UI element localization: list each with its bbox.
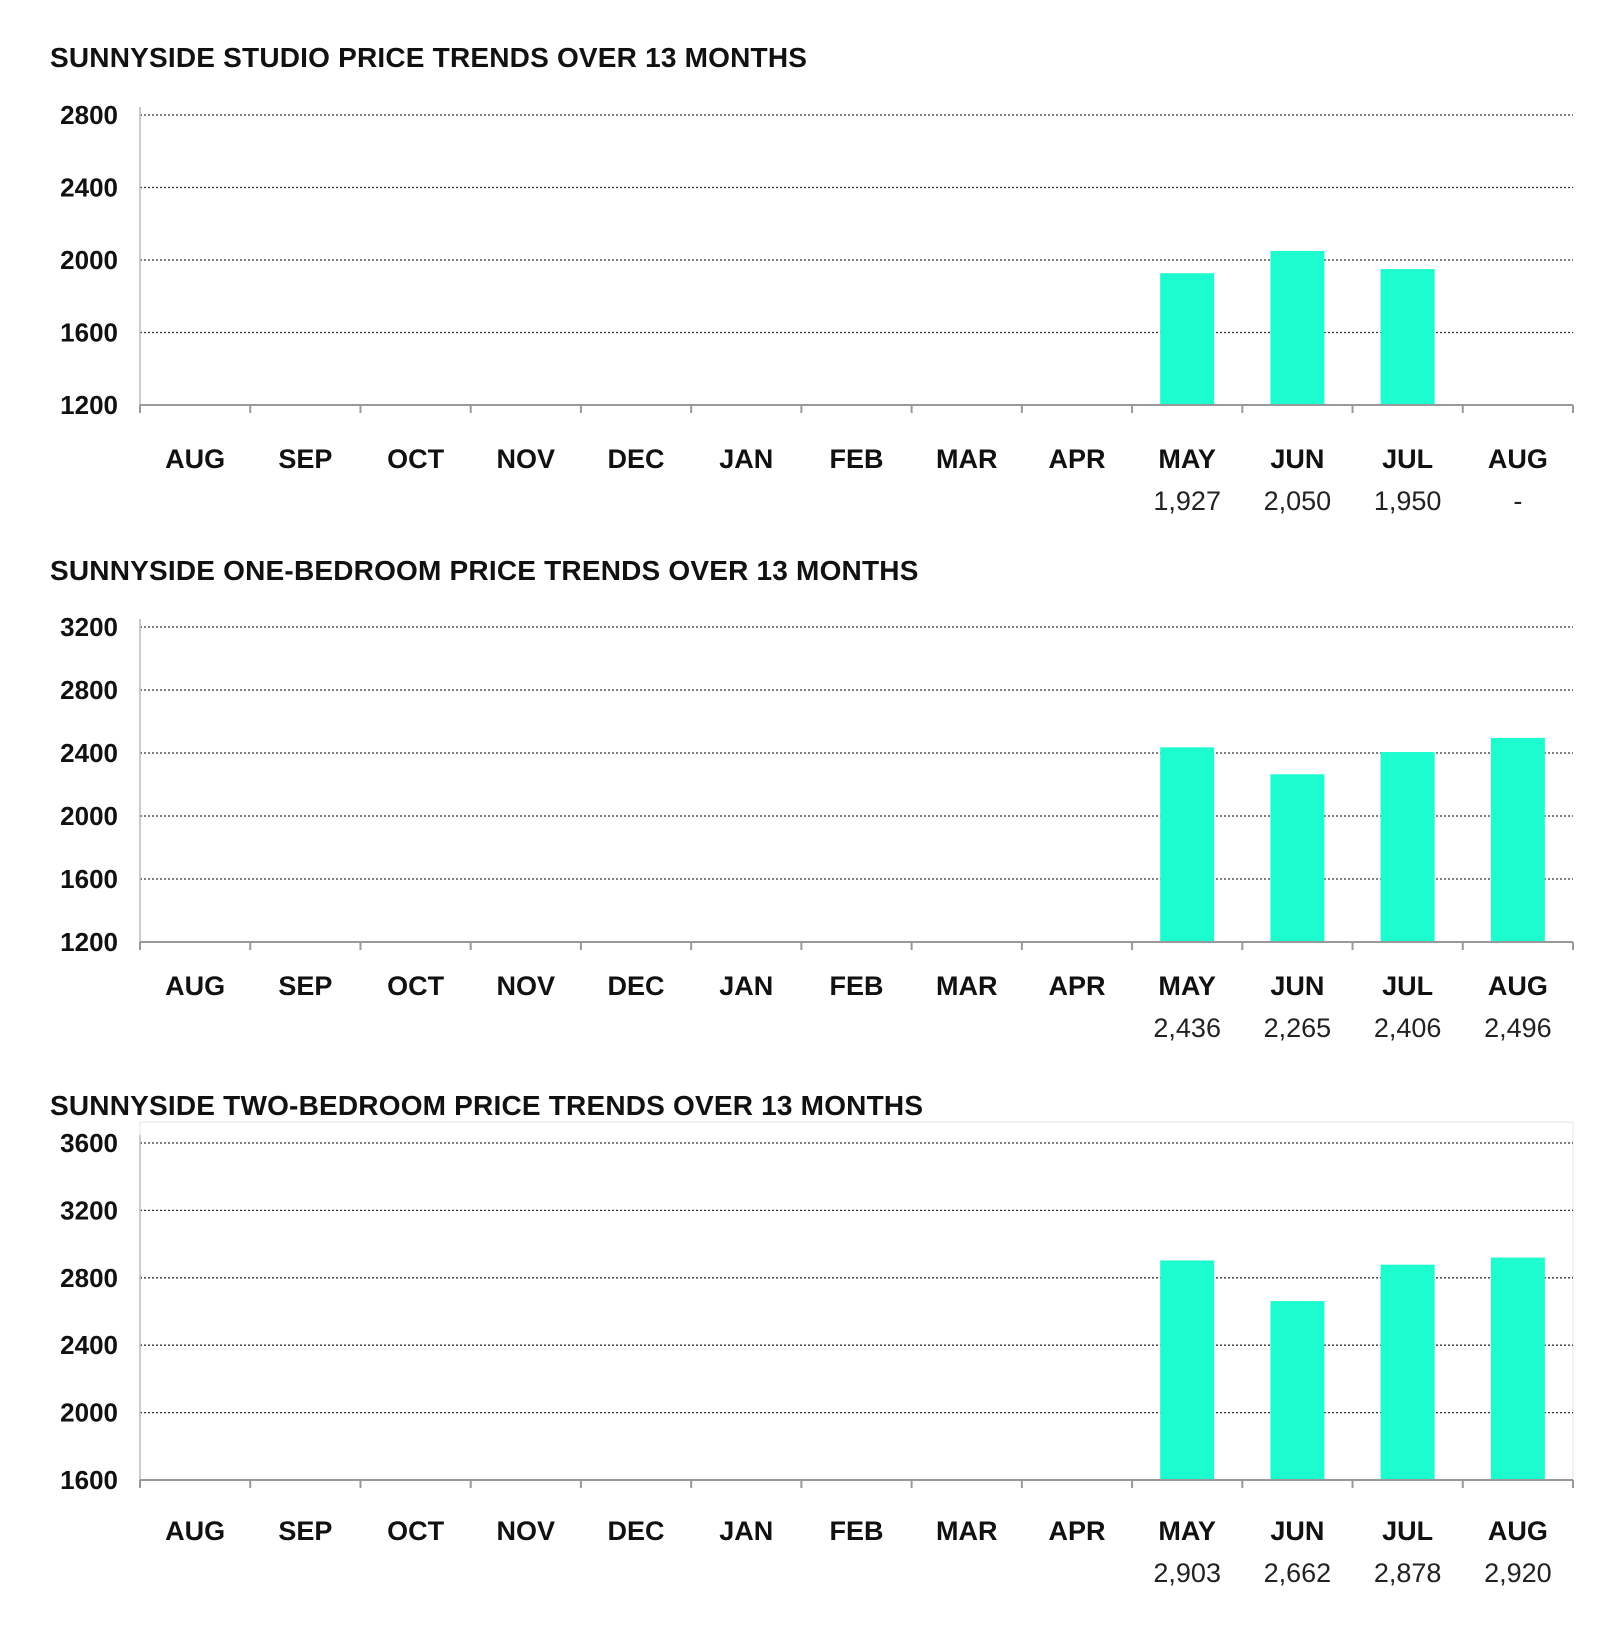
chart-title: SUNNYSIDE TWO-BEDROOM PRICE TRENDS OVER 13 MONTHS <box>50 1090 924 1121</box>
y-tick-label: 1200 <box>60 390 118 420</box>
x-tick-label: AUG <box>165 1516 226 1546</box>
x-tick-label: JUN <box>1270 971 1325 1001</box>
x-tick-label: NOV <box>496 971 556 1001</box>
x-tick-label: JUL <box>1382 444 1434 474</box>
plot-frame <box>140 1122 1573 1480</box>
x-tick-label: DEC <box>607 1516 665 1546</box>
bar <box>1381 752 1435 942</box>
x-tick-label: AUG <box>1487 1516 1548 1546</box>
bar <box>1491 1258 1545 1480</box>
y-tick-label: 2800 <box>60 100 118 130</box>
data-label: 2,903 <box>1153 1558 1221 1588</box>
bar <box>1381 1265 1435 1480</box>
x-tick-label: NOV <box>496 1516 556 1546</box>
x-tick-label: MAY <box>1158 971 1216 1001</box>
data-label: 2,662 <box>1263 1558 1332 1588</box>
y-tick-label: 2000 <box>60 1397 118 1428</box>
x-tick-label: SEP <box>278 971 333 1001</box>
y-tick-label: 2400 <box>60 172 118 203</box>
bar <box>1160 1260 1214 1480</box>
x-tick-label: JUN <box>1270 1516 1325 1546</box>
x-tick-label: AUG <box>1487 971 1548 1001</box>
x-tick-label: SEP <box>278 1516 333 1546</box>
bar <box>1381 269 1435 405</box>
y-tick-label: 1600 <box>60 1465 118 1495</box>
y-tick-label: 3200 <box>60 612 118 642</box>
x-tick-label: AUG <box>165 971 226 1001</box>
x-tick-label: JUN <box>1270 444 1325 474</box>
x-tick-label: FEB <box>829 1516 884 1546</box>
y-tick-label: 2400 <box>60 738 118 768</box>
x-tick-label: APR <box>1048 444 1106 474</box>
x-tick-label: JAN <box>719 971 774 1001</box>
x-tick-label: DEC <box>607 971 665 1001</box>
y-tick-label: 2000 <box>60 801 118 831</box>
x-tick-label: JAN <box>719 1516 774 1546</box>
x-tick-label: AUG <box>165 444 226 474</box>
bar <box>1491 738 1545 942</box>
data-label: 2,050 <box>1263 486 1332 516</box>
x-tick-label: JUL <box>1382 971 1434 1001</box>
x-tick-label: OCT <box>387 444 445 474</box>
y-tick-label: 2800 <box>60 675 118 705</box>
x-tick-label: SEP <box>278 444 333 474</box>
one-bedroom-price-chart <box>0 535 1600 1070</box>
x-tick-label: NOV <box>496 444 556 474</box>
bar <box>1160 273 1214 405</box>
data-label: 2,496 <box>1484 1013 1552 1043</box>
y-tick-label: 1600 <box>60 864 118 894</box>
y-tick-label: 3200 <box>60 1195 118 1226</box>
x-tick-label: FEB <box>829 444 884 474</box>
data-label: 2,406 <box>1373 1013 1442 1043</box>
studio-plot <box>0 0 1600 530</box>
y-tick-label: 3600 <box>60 1128 118 1158</box>
x-tick-label: JUL <box>1382 1516 1434 1546</box>
x-tick-label: OCT <box>387 1516 445 1546</box>
data-label: 2,265 <box>1263 1013 1332 1043</box>
data-label: 2,878 <box>1373 1558 1442 1588</box>
studio-price-chart <box>0 0 1600 530</box>
data-label: - <box>1513 486 1523 516</box>
y-tick-label: 2400 <box>60 1330 118 1361</box>
data-label: 1,927 <box>1153 486 1221 516</box>
chart-title: SUNNYSIDE ONE-BEDROOM PRICE TRENDS OVER 13 MONTHS <box>50 555 919 586</box>
x-tick-label: MAY <box>1158 1516 1216 1546</box>
bar <box>1270 251 1324 405</box>
x-tick-label: JAN <box>719 444 774 474</box>
y-tick-label: 1200 <box>60 927 118 957</box>
x-tick-label: APR <box>1048 1516 1106 1546</box>
x-tick-label: APR <box>1048 971 1106 1001</box>
bar <box>1160 747 1214 942</box>
x-tick-label: MAR <box>935 971 998 1001</box>
y-tick-label: 1600 <box>60 317 118 348</box>
data-label: 1,950 <box>1373 486 1442 516</box>
two-bedroom-plot <box>0 1070 1600 1629</box>
bar <box>1270 1301 1324 1480</box>
x-tick-label: MAY <box>1158 444 1216 474</box>
x-tick-label: DEC <box>607 444 665 474</box>
one-bedroom-plot <box>0 535 1600 1070</box>
y-tick-label: 2800 <box>60 1262 118 1293</box>
data-label: 2,436 <box>1153 1013 1221 1043</box>
x-tick-label: MAR <box>935 1516 998 1546</box>
x-tick-label: AUG <box>1487 444 1548 474</box>
chart-title: SUNNYSIDE STUDIO PRICE TRENDS OVER 13 MONTHS <box>50 42 808 73</box>
x-tick-label: FEB <box>829 971 884 1001</box>
x-tick-label: OCT <box>387 971 445 1001</box>
bar <box>1270 774 1324 942</box>
two-bedroom-price-chart <box>0 1070 1600 1629</box>
x-tick-label: MAR <box>935 444 998 474</box>
y-tick-label: 2000 <box>60 245 118 275</box>
data-label: 2,920 <box>1484 1558 1552 1588</box>
